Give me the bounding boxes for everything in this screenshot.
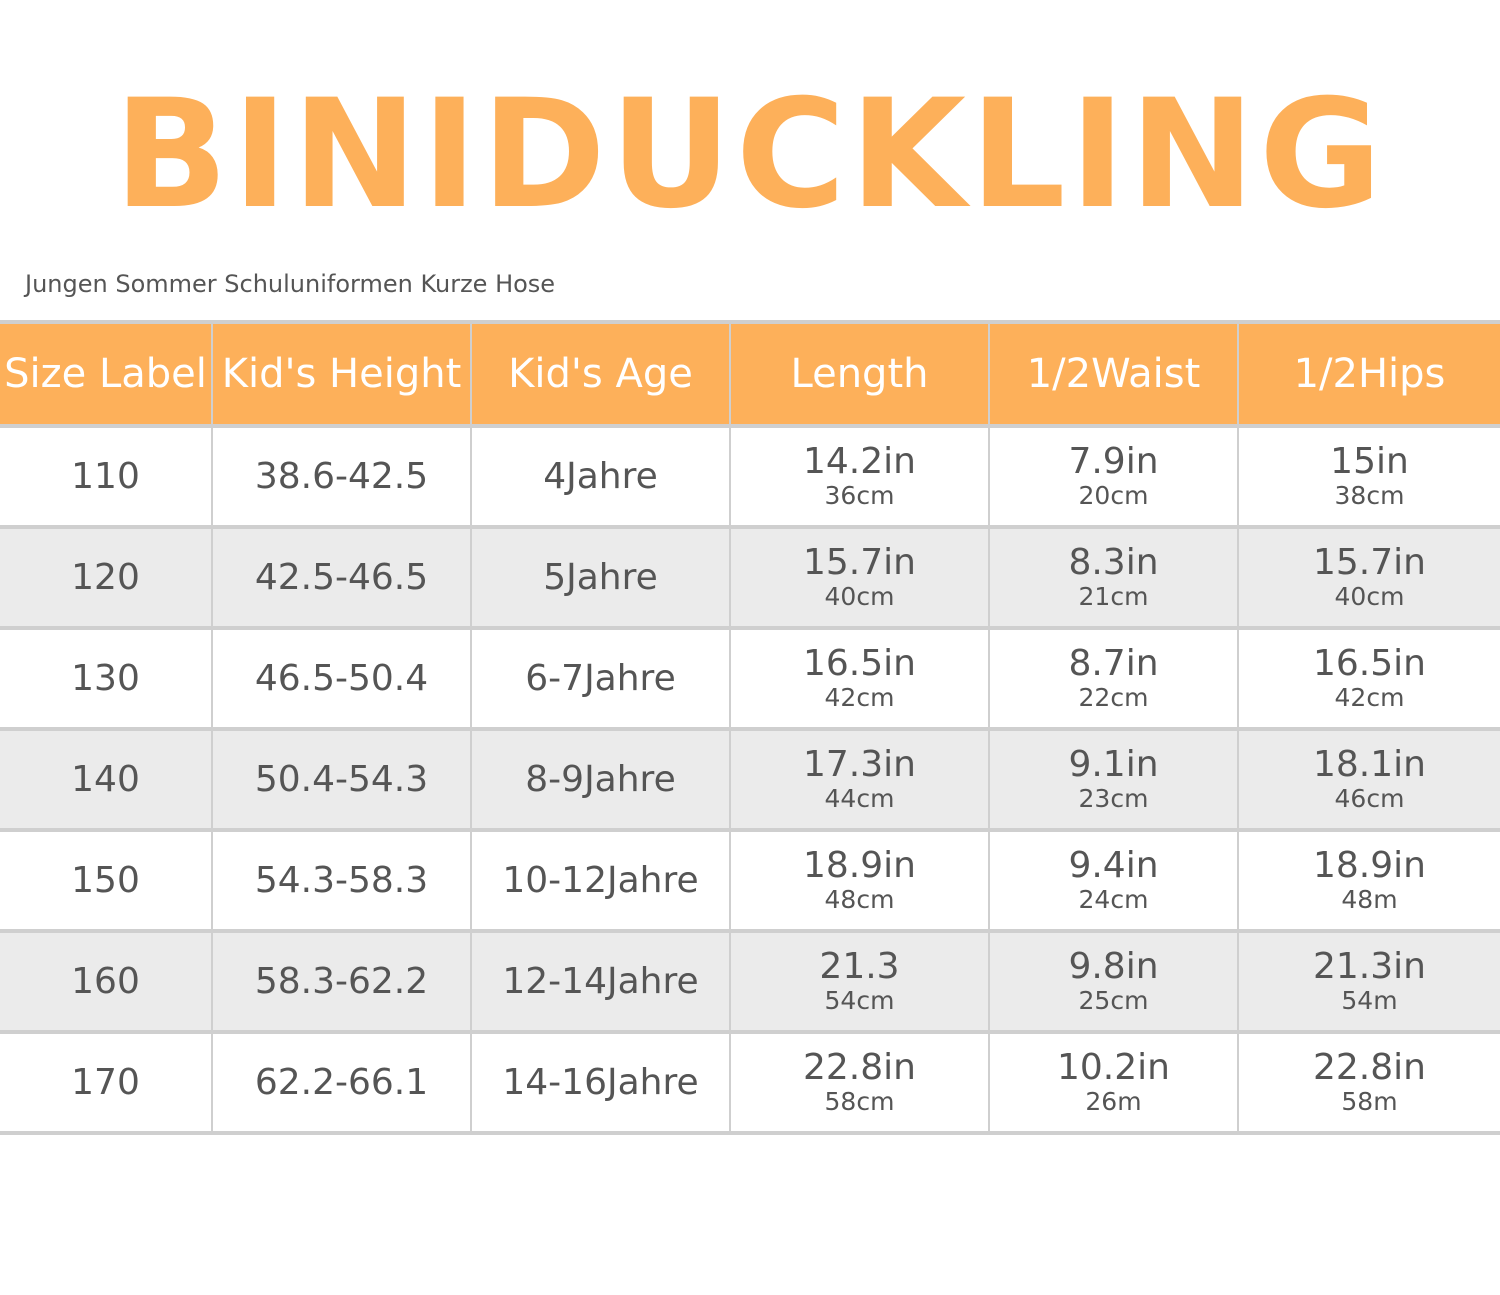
hips-cell-inches: 16.5in [1313, 642, 1426, 684]
hips-cell-centimeters: 42cm [1334, 682, 1405, 712]
length-cell-centimeters: 44cm [824, 783, 895, 813]
size-cell [0, 1032, 212, 1133]
header-length: Length [730, 322, 989, 426]
hips-cell [1238, 1032, 1500, 1133]
waist-cell [989, 527, 1238, 628]
size-cell [0, 426, 212, 527]
length-cell-centimeters: 48cm [824, 884, 895, 914]
waist-cell-inches: 9.8in [1068, 945, 1159, 987]
age-cell [471, 628, 730, 729]
length-cell [730, 931, 989, 1032]
size-chart-table [0, 320, 1500, 1135]
table-row [0, 931, 1500, 1032]
waist-cell-centimeters: 25cm [1078, 985, 1149, 1015]
waist-cell-inches: 8.3in [1068, 541, 1159, 583]
size-cell [0, 527, 212, 628]
length-cell [730, 830, 989, 931]
hips-cell [1238, 931, 1500, 1032]
hips-cell [1238, 426, 1500, 527]
waist-cell-inches: 9.4in [1068, 844, 1159, 886]
length-cell [730, 729, 989, 830]
hips-cell-centimeters: 48m [1341, 884, 1398, 914]
waist-cell-centimeters: 22cm [1078, 682, 1149, 712]
height-cell-text: 42.5-46.5 [254, 556, 429, 598]
age-cell [471, 426, 730, 527]
length-cell-centimeters: 58cm [824, 1086, 895, 1116]
size-cell-text: 140 [71, 758, 140, 800]
length-cell-inches: 16.5in [803, 642, 916, 684]
length-cell [730, 426, 989, 527]
length-cell-inches: 18.9in [803, 844, 916, 886]
waist-cell-centimeters: 21cm [1078, 581, 1149, 611]
header-kids-age: Kid's Age [471, 322, 730, 426]
height-cell-text: 38.6-42.5 [254, 455, 429, 497]
waist-cell-centimeters: 26m [1085, 1086, 1142, 1116]
waist-cell [989, 1032, 1238, 1133]
size-cell-text: 150 [71, 859, 140, 901]
age-cell-text: 6-7Jahre [525, 657, 676, 699]
size-cell [0, 931, 212, 1032]
age-cell-text: 12-14Jahre [502, 960, 699, 1002]
waist-cell-centimeters: 24cm [1078, 884, 1149, 914]
length-cell-centimeters: 40cm [824, 581, 895, 611]
waist-cell-inches: 9.1in [1068, 743, 1159, 785]
height-cell [212, 426, 471, 527]
age-cell-text: 14-16Jahre [502, 1061, 699, 1103]
age-cell-text: 10-12Jahre [502, 859, 699, 901]
brand-logo: BINIDUCKLING [113, 68, 1387, 242]
height-cell-text: 58.3-62.2 [254, 960, 429, 1002]
table-row [0, 830, 1500, 931]
hips-cell [1238, 729, 1500, 830]
waist-cell [989, 830, 1238, 931]
table-row [0, 729, 1500, 830]
hips-cell-inches: 22.8in [1313, 1046, 1426, 1088]
height-cell [212, 931, 471, 1032]
header-half-hips: 1/2Hips [1238, 322, 1500, 426]
hips-cell-centimeters: 40cm [1334, 581, 1405, 611]
height-cell-text: 62.2-66.1 [254, 1061, 429, 1103]
length-cell [730, 628, 989, 729]
header-kids-height: Kid's Height [212, 322, 471, 426]
hips-cell-inches: 15.7in [1313, 541, 1426, 583]
height-cell [212, 729, 471, 830]
table-row [0, 527, 1500, 628]
age-cell-text: 5Jahre [543, 556, 658, 598]
waist-cell-inches: 8.7in [1068, 642, 1159, 684]
length-cell [730, 527, 989, 628]
length-cell-centimeters: 54cm [824, 985, 895, 1015]
hips-cell-centimeters: 38cm [1334, 480, 1405, 510]
age-cell [471, 830, 730, 931]
hips-cell [1238, 628, 1500, 729]
length-cell-inches: 22.8in [803, 1046, 916, 1088]
size-cell-text: 160 [71, 960, 140, 1002]
height-cell [212, 1032, 471, 1133]
length-cell-centimeters: 36cm [824, 480, 895, 510]
hips-cell-centimeters: 46cm [1334, 783, 1405, 813]
waist-cell [989, 931, 1238, 1032]
size-cell [0, 729, 212, 830]
age-cell [471, 931, 730, 1032]
table-row [0, 426, 1500, 527]
height-cell-text: 50.4-54.3 [254, 758, 429, 800]
length-cell-inches: 15.7in [803, 541, 916, 583]
age-cell [471, 729, 730, 830]
waist-cell [989, 426, 1238, 527]
hips-cell [1238, 527, 1500, 628]
waist-cell [989, 729, 1238, 830]
age-cell [471, 1032, 730, 1133]
hips-cell-centimeters: 58m [1341, 1086, 1398, 1116]
size-cell [0, 628, 212, 729]
table-row [0, 628, 1500, 729]
height-cell-text: 46.5-50.4 [254, 657, 429, 699]
size-cell-text: 120 [71, 556, 140, 598]
height-cell [212, 830, 471, 931]
length-cell-inches: 14.2in [803, 440, 916, 482]
header-size-label: Size Label [0, 322, 212, 426]
hips-cell-inches: 18.1in [1313, 743, 1426, 785]
product-subtitle: Jungen Sommer Schuluniformen Kurze Hose [25, 270, 556, 298]
height-cell [212, 628, 471, 729]
waist-cell [989, 628, 1238, 729]
length-cell-centimeters: 42cm [824, 682, 895, 712]
length-cell-inches: 17.3in [803, 743, 916, 785]
header-half-waist: 1/2Waist [989, 322, 1238, 426]
size-cell [0, 830, 212, 931]
waist-cell-centimeters: 20cm [1078, 480, 1149, 510]
length-cell-inches: 21.3 [819, 945, 900, 987]
age-cell [471, 527, 730, 628]
hips-cell-inches: 18.9in [1313, 844, 1426, 886]
waist-cell-centimeters: 23cm [1078, 783, 1149, 813]
waist-cell-inches: 10.2in [1057, 1046, 1170, 1088]
waist-cell-inches: 7.9in [1068, 440, 1159, 482]
age-cell-text: 4Jahre [543, 455, 658, 497]
hips-cell-centimeters: 54m [1341, 985, 1398, 1015]
size-cell-text: 110 [71, 455, 140, 497]
hips-cell-inches: 21.3in [1313, 945, 1426, 987]
size-cell-text: 170 [71, 1061, 140, 1103]
height-cell-text: 54.3-58.3 [254, 859, 429, 901]
table-header-row [0, 322, 1500, 426]
size-cell-text: 130 [71, 657, 140, 699]
table-row [0, 1032, 1500, 1133]
hips-cell [1238, 830, 1500, 931]
age-cell-text: 8-9Jahre [525, 758, 676, 800]
hips-cell-inches: 15in [1330, 440, 1409, 482]
length-cell [730, 1032, 989, 1133]
height-cell [212, 527, 471, 628]
